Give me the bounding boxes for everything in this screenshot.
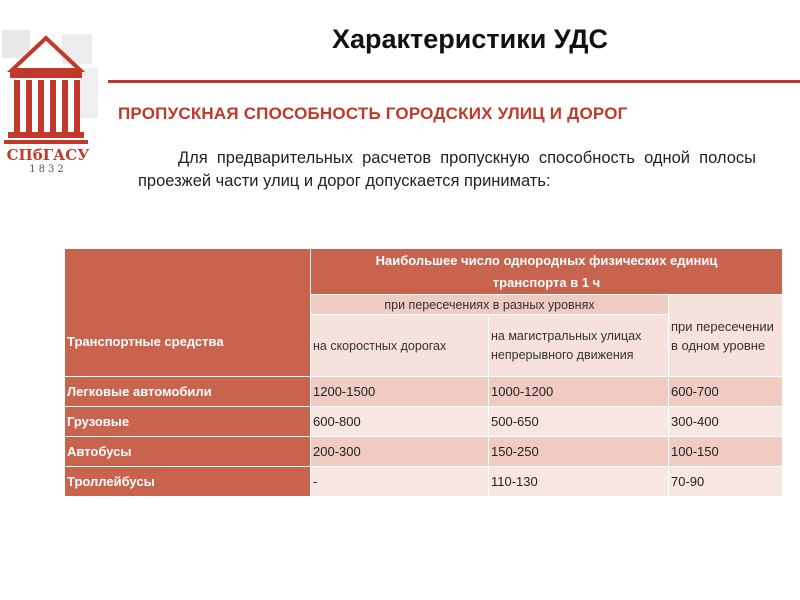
slide-title: Характеристики УДС [332,24,608,54]
title-divider [108,80,800,83]
intro-paragraph: Для предварительных расчетов пропускную способность одной полосы проезжей части улиц и дорог допускается принимать: [138,149,756,190]
section-subtitle: ПРОПУСКНАЯ СПОСОБНОСТЬ ГОРОДСКИХ УЛИЦ И ДОРОГ [118,104,628,123]
cell-same-level: 300-400 [669,407,783,437]
table-row [65,437,783,467]
capacity-table [64,248,783,497]
row-vehicle: Автобусы [65,437,311,467]
cell-express: 600-800 [311,407,489,437]
cell-arterial: 500-650 [489,407,669,437]
cell-express: - [311,467,489,497]
cell-express: 200-300 [311,437,489,467]
cell-express: 1200-1500 [311,377,489,407]
row-vehicle: Троллейбусы [65,467,311,497]
logo-text: СПбГАСУ [6,146,90,164]
table-row [65,407,783,437]
header-subgroup: при пересечениях в разных уровнях [311,295,669,315]
table-row [65,467,783,497]
header-arterial: на магистральных улицах непрерывного движения [489,315,669,377]
cell-same-level: 70-90 [669,467,783,497]
cell-arterial: 1000-1200 [489,377,669,407]
cell-same-level: 100-150 [669,437,783,467]
header-vehicle: Транспортные средства [65,249,311,377]
header-same-level: при пересечении в одном уровне [669,295,783,377]
row-vehicle: Грузовые [65,407,311,437]
header-group: Наибольшее число однородных физических единиц транспорта в 1 ч [311,249,783,295]
header-express: на скоростных дорогах [311,315,489,377]
cell-arterial: 150-250 [489,437,669,467]
cell-same-level: 600-700 [669,377,783,407]
university-logo [0,28,100,188]
cell-arterial: 110-130 [489,467,669,497]
table-row [65,377,783,407]
logo-year: 1832 [29,164,67,175]
row-vehicle: Легковые автомобили [65,377,311,407]
